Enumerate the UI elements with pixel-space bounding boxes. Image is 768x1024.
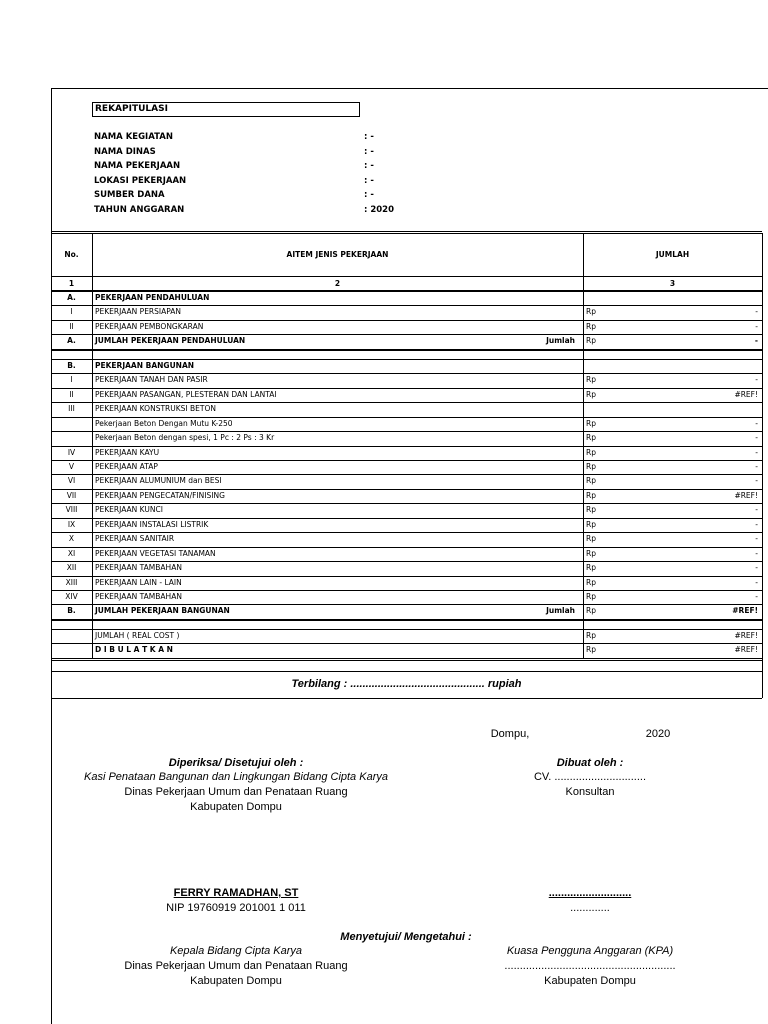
info-label: TAHUN ANGGARAN	[94, 205, 185, 215]
right-signer-nip: .............	[570, 902, 610, 914]
sign-year: 2020	[645, 728, 671, 740]
row-no: VIII	[65, 505, 78, 515]
row-item: D I B U L A T K A N	[95, 645, 173, 655]
row-no: XIII	[65, 577, 78, 587]
row-no: X	[68, 534, 75, 544]
row-item: PEKERJAAN ATAP	[95, 461, 158, 471]
row-value: -	[755, 563, 758, 573]
row-no: II	[69, 389, 74, 399]
row-value: #REF!	[734, 645, 758, 655]
right-signer-name: ...........................	[548, 887, 632, 899]
row-item: PEKERJAAN SANITAIR	[95, 534, 175, 544]
row-no: V	[68, 461, 75, 471]
info-label: NAMA PEKERJAAN	[94, 161, 181, 172]
bottom-right-line1: Kuasa Pengguna Anggaran (KPA)	[506, 945, 674, 957]
row-no: IX	[67, 519, 76, 529]
row-no: XI	[67, 548, 76, 558]
row-jumlah-label: Jumlah	[546, 606, 575, 616]
row-no: IV	[67, 447, 76, 457]
row-no: A.	[67, 336, 76, 346]
row-no: A.	[67, 293, 76, 302]
row-currency: Rp	[586, 418, 596, 428]
row-value: -	[755, 375, 758, 385]
row-value: -	[755, 447, 758, 457]
row-currency: Rp	[586, 461, 596, 471]
terbilang-row: Terbilang : ............................................ rupiah	[291, 677, 522, 690]
info-label: SUMBER DANA	[94, 190, 165, 201]
row-no: III	[68, 404, 75, 414]
row-no: I	[70, 307, 73, 317]
row-currency: Rp	[586, 534, 596, 544]
info-label: LOKASI PEKERJAAN	[94, 175, 187, 186]
row-no: B.	[67, 606, 76, 616]
row-value: -	[755, 577, 758, 587]
row-value: -	[755, 476, 758, 486]
table-rule	[51, 350, 762, 351]
bottom-right-line2: ........................................................	[504, 960, 676, 972]
row-no: XII	[66, 563, 77, 573]
row-value: -	[755, 433, 758, 443]
row-item: PEKERJAAN PENDAHULUAN	[95, 293, 210, 302]
table-rule	[51, 658, 762, 659]
row-value: -	[755, 321, 758, 331]
left-line1: Kasi Penataan Bangunan dan Lingkungan Bidang Cipta Karya	[84, 771, 388, 783]
colnum-amount: 3	[669, 279, 676, 288]
row-value: -	[755, 534, 758, 544]
row-no: I	[70, 375, 73, 385]
row-currency: Rp	[586, 592, 596, 601]
table-rule	[583, 233, 584, 658]
row-currency: Rp	[586, 630, 596, 640]
row-value: -	[755, 307, 758, 317]
table-rule	[51, 231, 762, 232]
info-value: : -	[364, 190, 374, 201]
table-rule	[51, 671, 762, 672]
info-value: : -	[364, 146, 374, 157]
table-rule	[92, 233, 93, 658]
row-currency: Rp	[586, 307, 596, 317]
table-rule	[51, 698, 762, 699]
row-value: -	[755, 418, 758, 428]
row-value: -	[754, 336, 758, 346]
info-label: NAMA KEGIATAN	[94, 132, 173, 142]
row-item: PEKERJAAN VEGETASI TANAMAN	[95, 548, 216, 558]
row-item: PEKERJAAN KONSTRUKSI BETON	[95, 404, 216, 414]
row-value: -	[755, 461, 758, 471]
left-line3: Kabupaten Dompu	[190, 801, 282, 813]
row-currency: Rp	[586, 321, 596, 331]
bottom-left-line2: Dinas Pekerjaan Umum dan Penataan Ruang	[124, 960, 348, 972]
sign-place: Dompu,	[490, 728, 530, 740]
row-item: PEKERJAAN BANGUNAN	[95, 360, 195, 370]
info-value: : 2020	[364, 205, 395, 215]
table-rule	[51, 660, 762, 661]
left-signer-nip: NIP 19760919 201001 1 011	[166, 902, 306, 914]
header-item: AITEM JENIS PEKERJAAN	[286, 250, 389, 259]
row-currency: Rp	[586, 490, 596, 500]
row-item: PEKERJAAN KAYU	[95, 447, 160, 457]
row-currency: Rp	[586, 606, 596, 616]
row-currency: Rp	[586, 476, 596, 486]
table-rule	[51, 620, 762, 621]
right-heading: Dibuat oleh :	[556, 757, 624, 769]
row-item: Pekerjaan Beton dengan spesi, 1 Pc : 2 Ps : 3 Kr	[95, 433, 275, 443]
left-line2: Dinas Pekerjaan Umum dan Penataan Ruang	[124, 786, 348, 798]
row-no: VI	[67, 476, 76, 486]
info-value: : -	[364, 175, 374, 186]
colnum-no: 1	[68, 279, 75, 288]
row-item: PEKERJAAN PERSIAPAN	[95, 307, 182, 317]
row-item: JUMLAH ( REAL COST )	[95, 630, 180, 640]
row-jumlah-label: Jumlah	[546, 336, 575, 346]
row-item: JUMLAH PEKERJAAN PENDAHULUAN	[95, 336, 246, 346]
document-title: REKAPITULASI	[92, 102, 360, 117]
row-currency: Rp	[586, 389, 596, 399]
row-value: #REF!	[734, 490, 758, 500]
row-item: PEKERJAAN TANAH DAN PASIR	[95, 375, 208, 385]
row-currency: Rp	[586, 519, 596, 529]
center-heading: Menyetujui/ Mengetahui :	[340, 931, 472, 943]
row-value: -	[755, 505, 758, 515]
row-currency: Rp	[586, 577, 596, 587]
row-currency: Rp	[586, 375, 596, 385]
row-value: #REF!	[732, 606, 758, 616]
bottom-left-line3: Kabupaten Dompu	[190, 975, 282, 987]
row-item: JUMLAH PEKERJAAN BANGUNAN	[95, 606, 230, 616]
right-line2: Konsultan	[565, 786, 615, 798]
table-rule	[762, 233, 763, 698]
row-value: #REF!	[734, 630, 758, 640]
row-currency: Rp	[586, 433, 596, 443]
row-item: PEKERJAAN TAMBAHAN	[95, 563, 182, 573]
row-value: -	[755, 592, 758, 601]
row-item: PEKERJAAN PEMBONGKARAN	[95, 321, 204, 331]
row-value: -	[755, 519, 758, 529]
right-line1: CV. ..............................	[533, 771, 647, 783]
info-value: : -	[364, 132, 374, 142]
row-currency: Rp	[586, 336, 596, 346]
row-no: XIV	[65, 592, 78, 601]
header-amount: JUMLAH	[655, 250, 690, 259]
row-item: PEKERJAAN ALUMUNIUM dan BESI	[95, 476, 222, 486]
left-heading: Diperiksa/ Disetujui oleh :	[168, 757, 304, 769]
row-item: PEKERJAAN PASANGAN, PLESTERAN DAN LANTAI	[95, 389, 277, 399]
row-currency: Rp	[586, 563, 596, 573]
row-no: B.	[67, 360, 76, 370]
bottom-left-line1: Kepala Bidang Cipta Karya	[169, 945, 303, 957]
colnum-item: 2	[334, 279, 341, 288]
row-currency: Rp	[586, 645, 596, 655]
row-item: PEKERJAAN PENGECATAN/FINISING	[95, 490, 225, 500]
left-signer-name: FERRY RAMADHAN, ST	[173, 887, 299, 899]
row-item: PEKERJAAN KUNCI	[95, 505, 163, 515]
header-no: No.	[64, 250, 79, 259]
row-currency: Rp	[586, 505, 596, 515]
row-item: PEKERJAAN LAIN - LAIN	[95, 577, 182, 587]
info-label: NAMA DINAS	[94, 146, 156, 157]
row-no: VII	[66, 490, 77, 500]
row-currency: Rp	[586, 447, 596, 457]
table-rule	[51, 233, 762, 234]
row-value: #REF!	[734, 389, 758, 399]
row-item: PEKERJAAN TAMBAHAN	[95, 592, 182, 601]
info-value: : -	[364, 161, 374, 172]
row-currency: Rp	[586, 548, 596, 558]
bottom-right-line3: Kabupaten Dompu	[544, 975, 636, 987]
row-item: Pekerjaan Beton Dengan Mutu K-250	[95, 418, 233, 428]
row-item: PEKERJAAN INSTALASI LISTRIK	[95, 519, 209, 529]
row-no: II	[69, 321, 74, 331]
row-value: -	[755, 548, 758, 558]
